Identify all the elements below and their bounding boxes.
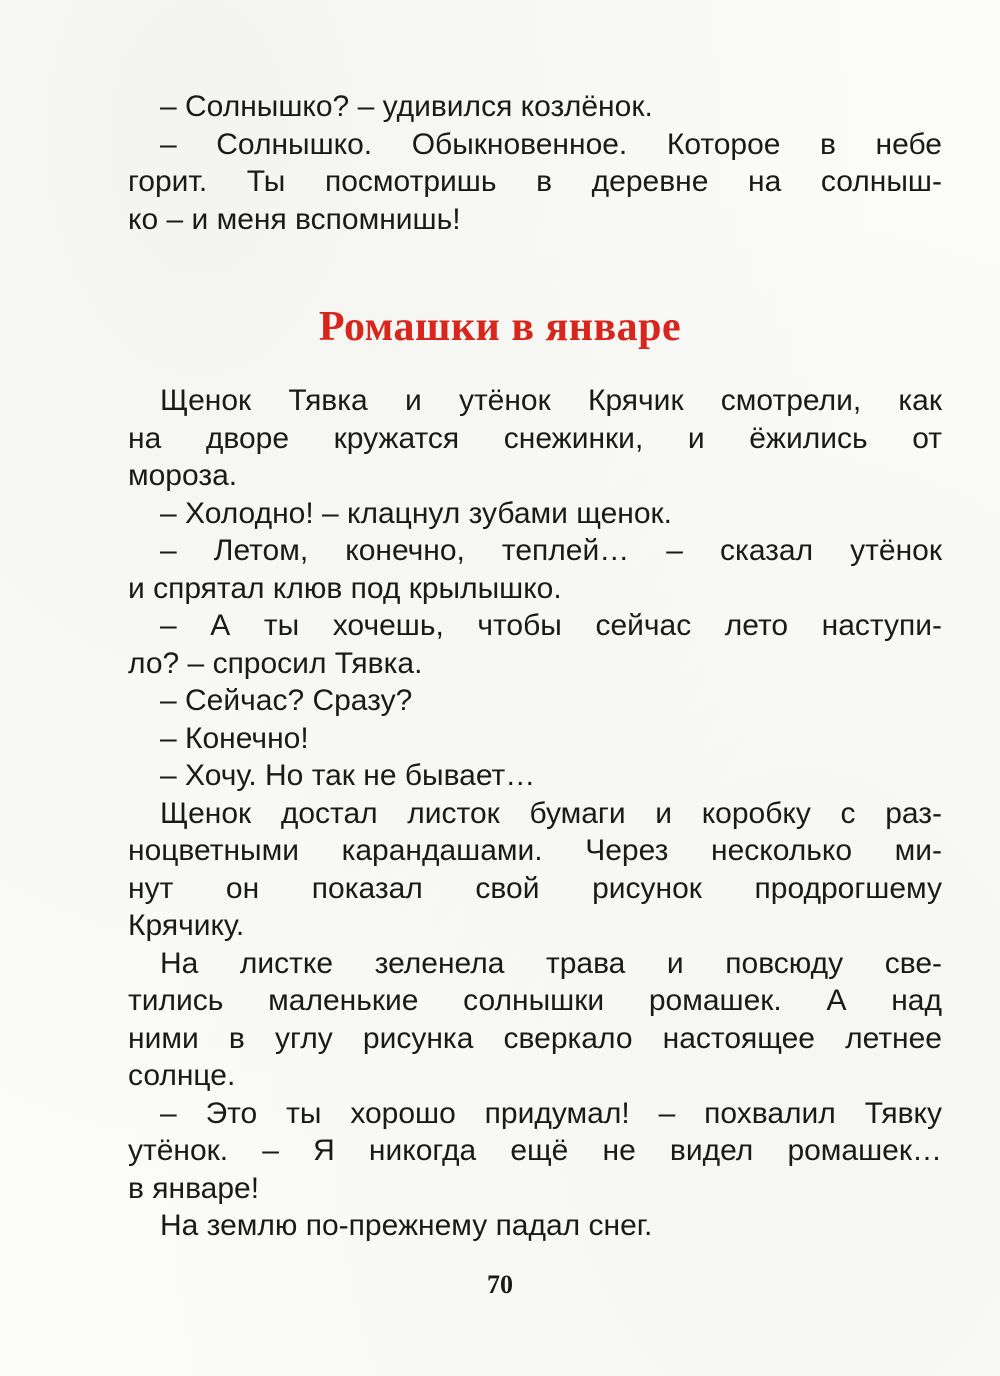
text-line: – А ты хочешь, чтобы сейчас лето наступи- — [160, 609, 942, 642]
text-line: На землю по-прежнему падал снег. — [160, 1209, 653, 1242]
text-line: тились маленькие солнышки ромашек. А над — [128, 984, 942, 1017]
page-number: 70 — [487, 1270, 513, 1299]
text-line: ло? – спросил Тявка. — [128, 646, 423, 680]
text-line: – Сейчас? Сразу? — [160, 684, 413, 717]
text-line: и спрятал клюв под крылышко. — [128, 571, 562, 605]
text-line: ноцветными карандашами. Через несколько ми- — [128, 834, 942, 867]
text-line: – Летом, конечно, теплей… – сказал утёнок — [160, 534, 942, 567]
text-line: На листке зеленела трава и повсюду све- — [160, 946, 942, 980]
text-line: нут он показал свой рисунок продрогшему — [128, 871, 942, 905]
text-line: Щенок достал листок бумаги и коробку с раз- — [160, 796, 942, 830]
text-line: горит. Ты посмотришь в деревне на солныш- — [128, 165, 942, 198]
text-line: – Конечно! — [160, 721, 309, 755]
text-line: на дворе кружатся снежинки, и ёжились от — [128, 421, 942, 455]
text-line: Щенок Тявка и утёнок Крячик смотрели, как — [160, 384, 942, 417]
text-line: мороза. — [128, 459, 238, 492]
text-line: в январе! — [128, 1171, 260, 1205]
text-line: Крячику. — [128, 909, 245, 942]
text-line: ко – и меня вспомнишь! — [128, 202, 461, 236]
story-title: Ромашки в январе — [318, 304, 682, 350]
text-line: – Это ты хорошо придумал! – похвалил Тявку — [160, 1096, 942, 1130]
text-line: утёнок. – Я никогда ещё не видел ромашек… — [128, 1134, 942, 1167]
text-line: – Солнышко? – удивился козлёнок. — [160, 90, 653, 123]
text-line: – Холодно! – клацнул зубами щенок. — [160, 496, 673, 530]
text-line: ними в углу рисунка сверкало настоящее летнее — [128, 1021, 942, 1055]
text-line: – Хочу. Но так не бывает… — [160, 759, 536, 792]
text-block-story — [128, 382, 942, 1245]
text-line: – Солнышко. Обыкновенное. Которое в небе — [160, 127, 942, 161]
text-block-continuation — [128, 88, 942, 238]
text-line: солнце. — [128, 1059, 236, 1092]
